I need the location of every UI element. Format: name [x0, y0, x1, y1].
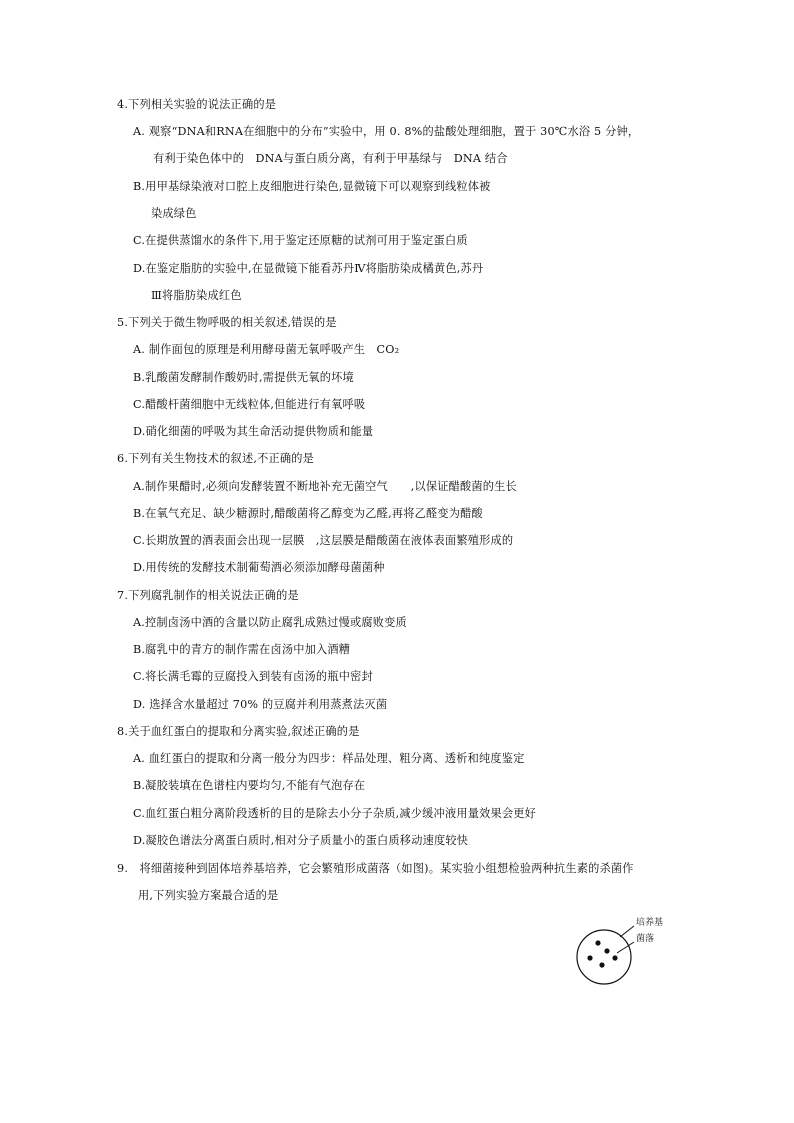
- q4-option-b-line2: 染成绿色: [151, 207, 197, 220]
- label-culture-medium: 培养基: [636, 918, 664, 928]
- q6-option-a: A.制作果醋时,必须向发酵装置不断地补充无菌空气 ,以保证醋酸菌的生长: [133, 480, 517, 493]
- q6-option-d: D.用传统的发酵技术制葡萄酒必须添加酵母菌菌种: [133, 561, 385, 574]
- colony-dot: [604, 948, 609, 953]
- colony-dot: [595, 940, 600, 945]
- q8-stem: 8.关于血红蛋白的提取和分离实验,叙述正确的是: [117, 725, 360, 738]
- q7-option-a: A.控制卤汤中酒的含量以防止腐乳成熟过慢或腐败变质: [133, 616, 407, 629]
- q5-stem: 5.下列关于微生物呼吸的相关叙述,错误的是: [117, 316, 337, 329]
- q4-option-a-line2: 有利于染色体中的 DNA与蛋白质分离，有利于甲基绿与 DNA 结合: [153, 152, 508, 165]
- q6-option-b: B.在氧气充足、缺少糖源时,醋酸菌将乙醇变为乙醛,再将乙醛变为醋酸: [133, 507, 483, 520]
- colony-dot: [587, 955, 592, 960]
- q6-stem: 6.下列有关生物技术的叙述,不正确的是: [117, 452, 315, 465]
- q8-option-c: C.血红蛋白粗分离阶段透析的目的是除去小分子杂质,减少缓冲液用量效果会更好: [133, 807, 537, 820]
- q5-option-a: A. 制作面包的原理是利用酵母菌无氧呼吸产生 CO₂: [133, 343, 400, 356]
- q7-option-b: B.腐乳中的青方的制作需在卤汤中加入酒糟: [133, 643, 351, 656]
- q5-option-b: B.乳酸菌发酵制作酸奶时,需提供无氧的坏境: [133, 371, 354, 384]
- q4-option-c: C.在提供蒸馏水的条件下,用于鉴定还原糖的试剂可用于鉴定蛋白质: [133, 234, 468, 247]
- q8-option-a: A. 血红蛋白的提取和分离一般分为四步：样品处理、粗分离、透析和纯度鉴定: [133, 752, 525, 765]
- q4-stem: 4.下列相关实验的说法正确的是: [117, 98, 277, 111]
- q9-stem-cont: 用,下列实验方案最合适的是: [138, 889, 279, 902]
- q4-option-d-line2: Ⅲ将脂肪染成红色: [151, 289, 242, 302]
- q4-option-d-line1: D.在鉴定脂肪的实验中,在显微镜下能看苏丹Ⅳ将脂肪染成橘黄色,苏丹: [133, 262, 484, 275]
- petri-dish-outer: [577, 930, 631, 984]
- q6-option-c: C.长期放置的酒表面会出现一层膜 ,这层膜是醋酸菌在液体表面繁殖形成的: [133, 534, 514, 547]
- pointer-line-colony: [617, 942, 634, 953]
- q7-stem: 7.下列腐乳制作的相关说法正确的是: [117, 589, 299, 602]
- q4-option-a-line1: A. 观察“DNA和RNA在细胞中的分布”实验中，用 0. 8%的盐酸处理细胞，置于 30℃水浴 5 分钟，: [133, 125, 640, 138]
- label-colony: 菌落: [636, 934, 655, 944]
- q5-option-c: C.醋酸杆菌细胞中无线粒体,但能进行有氧呼吸: [133, 398, 366, 411]
- colony-dot: [612, 955, 617, 960]
- q7-option-d: D. 选择含水量超过 70% 的豆腐并利用蒸煮法灭菌: [133, 698, 388, 711]
- q8-option-b: B.凝胶装填在色谱柱内要均匀,不能有气泡存在: [133, 779, 366, 792]
- petri-dish-drawing: [573, 915, 689, 985]
- q4-option-b-line1: B.用甲基绿染液对口腔上皮细胞进行染色,显微镜下可以观察到线粒体被: [133, 180, 491, 193]
- q9-stem: 9. 将细菌接种到固体培养基培养，它会繁殖形成菌落（如图)。某实验小组想检验两种抗生素的杀菌作: [117, 862, 634, 875]
- pointer-line-medium: [620, 926, 634, 937]
- colony-dot: [599, 962, 604, 967]
- q7-option-c: C.将长满毛霉的豆腐投入到装有卤汤的瓶中密封: [133, 670, 373, 683]
- petri-dish-figure: [573, 915, 689, 985]
- q8-option-d: D.凝胶色谱法分离蛋白质时,相对分子质量小的蛋白质移动速度较快: [133, 834, 469, 847]
- q5-option-d: D.硝化细菌的呼吸为其生命活动提供物质和能量: [133, 425, 374, 438]
